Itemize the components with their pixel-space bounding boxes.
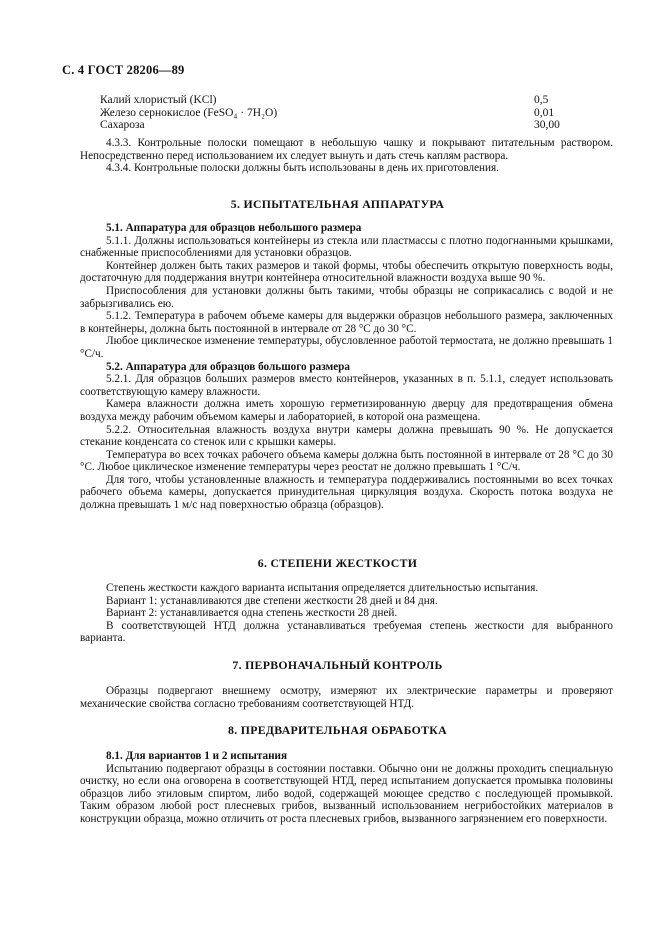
table-row: [100, 107, 570, 120]
paragraph: 4.3.3. Контрольные полоски помещают в небольшую чашку и покрывают питательным раствором. Непосредственно перед использованием их следует вынуть и дать стечь каплям раствора.: [80, 137, 613, 162]
paragraph: Вариант 1: устанавливаются две степени жесткости 28 дней и 84 дня.: [106, 594, 438, 607]
reagent-value: 0,5: [534, 94, 549, 106]
reagent-name: Калий хлористый (KCl): [100, 94, 217, 106]
paragraph: В соответствующей НТД должна устанавливаться требуемая степень жесткости для выбранного варианта.: [80, 619, 613, 645]
reagent-name: Железо сернокислое (FeSO₄ · 7H₂O): [100, 106, 278, 119]
subsection-title: 8.1. Для вариантов 1 и 2 испытания: [106, 750, 288, 762]
paragraph: 5.2.1. Для образцов больших размеров вместо контейнеров, указанных в п. 5.1.1, следует использовать соответствующую камеру влажности.: [80, 373, 613, 398]
paragraph: Вариант 2: устанавливается одна степень жесткости 28 дней.: [106, 607, 398, 620]
page-header: С. 4 ГОСТ 28206—89: [62, 63, 185, 77]
intro-block: [80, 137, 613, 175]
paragraph: 5.1.1. Должны использоваться контейнеры из стекла или пластмассы с плотно подогнанными крышками, снабженные приспособлениями для установки образцов.: [80, 234, 613, 260]
paragraph: Испытанию подвергают образцы в состоянии поставки. Обычно они не должны проходить специальную очистку, но если она оговорена в соответствующей НТД, перед испытанием допускается промывка половины образцов либо этиловым спиртом, либо водой, содержащей моющее средство с последующей промывкой. Таким образом любой рост плесневых грибов, вызванный использованием негрибостойких материалов в конструкции образца, можно отличить от роста плесневых грибов, вызванного загрязнением его поверхности.: [80, 762, 613, 825]
section-5-body: [80, 222, 613, 512]
paragraph: Приспособления для установки должны быть такими, чтобы образцы не соприкасались с водой и не забрызгивались ею.: [80, 284, 613, 310]
paragraph: 5.2.2. Относительная влажность воздуха внутри камеры должна превышать 90 %. Не допускается стекание конденсата со стенок или с крышки камеры.: [80, 423, 613, 449]
reagent-value: 0,01: [534, 106, 555, 119]
table-row: [100, 119, 570, 132]
section-7-body: [80, 685, 613, 710]
section-title-6: 6. СТЕПЕНИ ЖЕСТКОСТИ: [257, 556, 418, 570]
paragraph: 4.3.4. Контрольные полоски должны быть использованы в день их приготовления.: [106, 162, 499, 175]
paragraph: 5.1.2. Температура в рабочем объеме камеры для выдержки образцов небольшого размера, заключенных в контейнеры, должна быть постоянной в интервале от 28 °С до 30 °С.: [80, 310, 613, 335]
reagent-table: [100, 94, 570, 132]
subsection-title: 5.2. Аппаратура для образцов большого размера: [106, 360, 350, 373]
paragraph: Степень жесткости каждого варианта испытания определяется длительностью испытания.: [106, 582, 539, 594]
paragraph: Камера влажности должна иметь хорошую герметизированную дверцу для предотвращения обмена воздуха между рабочим объемом камеры и лабораторией, в которой она размещена.: [80, 398, 613, 423]
subsection-title: 5.1. Аппаратура для образцов небольшого размера: [106, 222, 362, 234]
paragraph: Температура во всех точках рабочего объема камеры должна быть постоянной в интервале от 28 °С до 30 °С. Любое циклическое изменение температуры через реостат не должно превышать 1 °С/ч.: [80, 448, 613, 474]
reagent-value: 30,00: [534, 119, 560, 131]
section-6-body: [80, 582, 613, 645]
paragraph: Образцы подвергают внешнему осмотру, измеряют их электрические параметры и проверяют механические свойства согласно требованиям соответствующей НТД.: [80, 685, 613, 710]
reagent-name: Сахароза: [100, 119, 145, 131]
section-title-8: 8. ПРЕДВАРИТЕЛЬНАЯ ОБРАБОТКА: [228, 723, 447, 737]
section-8-body: [80, 750, 613, 826]
section-title-7: 7. ПЕРВОНАЧАЛЬНЫЙ КОНТРОЛЬ: [232, 658, 443, 672]
paragraph: Любое циклическое изменение температуры, обусловленное работой термостата, не должно превышать 1 °С/ч.: [80, 335, 613, 360]
paragraph: Для того, чтобы установленные влажность и температура поддерживались постоянными во всех точках рабочего объема камеры, допускается принудительная циркуляция воздуха. Скорость потока воздуха не должна превышать 1 м/с над поверхностью образца (образцов).: [80, 473, 613, 512]
table-row: [100, 94, 570, 107]
section-title-5: 5. ИСПЫТАТЕЛЬНАЯ АППАРАТУРА: [230, 197, 445, 211]
paragraph: Контейнер должен быть таких размеров и такой формы, чтобы обеспечить открытую поверхность воды, достаточную для поддержания внутри контейнера относительной влажности воздуха выше 90 %.: [80, 259, 613, 285]
